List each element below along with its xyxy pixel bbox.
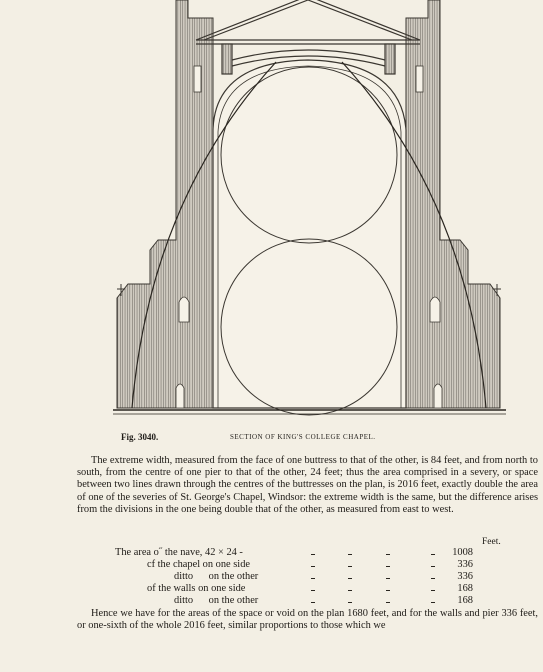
table-row <box>77 547 538 559</box>
body-paragraph-continued: Hence we have for the areas of the space or void on the plan 1680 feet, and for the walls and pier 336 feet, or one-sixth of the whole 2016 feet, similar proportions to those which we <box>77 608 538 632</box>
row-value: 168 <box>457 595 473 606</box>
left-wall <box>117 0 213 408</box>
row-value: 168 <box>457 583 473 594</box>
figure-number: Fig. 3040. <box>121 432 159 442</box>
body-paragraph: The extreme width, measured from the face of one buttress to that of the other, is 84 feet, and from north to south, from the centre of one pier to that of the other, 24 feet; thus the area comprised in a severy, or space between two lines drawn through the centres of the buttresses on the plan, is 2016 feet, exactly double the area of one of the severies of St. George's Chapel, Windsor: the extreme width is the same, but the difference arises from the divisions in the one being double that of the other, as measured from east to west. <box>77 455 538 515</box>
figure-title: SECTION OF KING'S COLLEGE CHAPEL. <box>230 433 376 441</box>
row-label: ditto on the other <box>174 571 259 582</box>
row-label: cf the chapel on one side <box>147 559 250 570</box>
row-value: 1008 <box>452 547 473 558</box>
table-row <box>77 559 538 571</box>
row-value: 336 <box>457 559 473 570</box>
table-row <box>77 571 538 583</box>
figure-caption <box>0 432 543 446</box>
vault-void <box>213 60 406 408</box>
row-label: of the walls on one side <box>147 583 246 594</box>
right-wall <box>406 0 500 408</box>
feet-column-header: Feet. <box>482 537 501 547</box>
table-row <box>77 583 538 595</box>
row-value: 336 <box>457 571 473 582</box>
table-row <box>77 595 538 607</box>
row-label: The area o˝ the nave, 42 × 24 - <box>115 547 243 558</box>
row-label: ditto on the other <box>174 595 259 606</box>
